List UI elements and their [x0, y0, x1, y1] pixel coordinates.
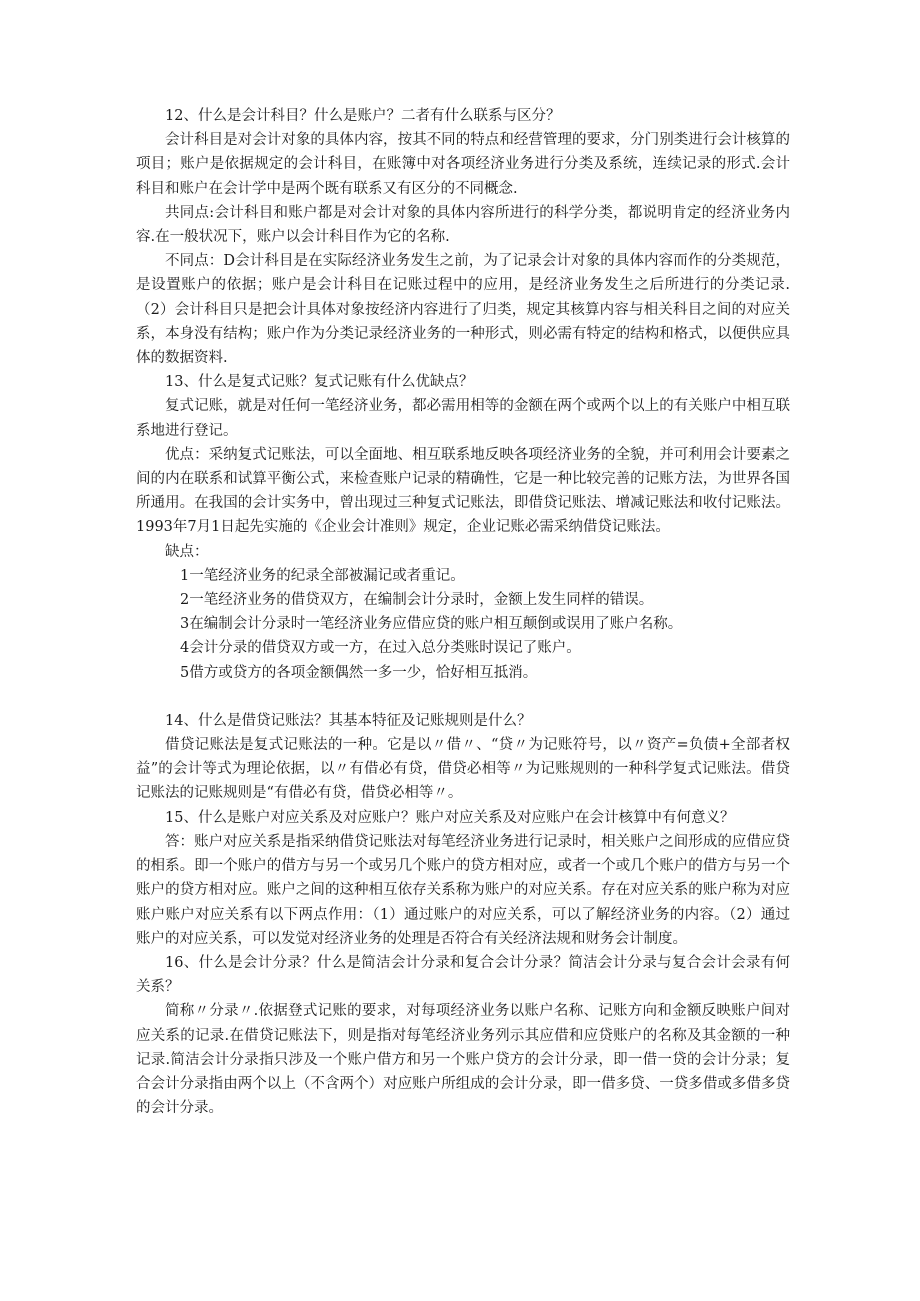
q13-definition-paragraph: 复式记账，就是对任何一笔经济业务，都必需用相等的金额在两个或两个以上的有关账户中相互联系地进行登记。: [136, 398, 790, 439]
q12-differences-paragraph: 不同点：D会计科目是在实际经济业务发生之前，为了记录会计对象的具体内容而作的分类规范，是设置账户的依据；账户是会计科目在记账过程中的应用，是经济业务发生之后所进行的分类记录.（2）会计科目只是把会计具体对象按经济内容进行了归类，规定其核算内容与相关科目之间的对应关系，本身没有结构；账户作为分类记录经济业务的一种形式，则必需有特定的结构和格式，以便供应具体的数据资料.: [136, 253, 790, 367]
question-15-heading: 15、什么是账户对应关系及对应账户？账户对应关系及对应账户在会计核算中有何意义？: [165, 809, 735, 826]
document-page: [136, 104, 790, 1120]
blank-line: [136, 685, 790, 709]
question-14-heading: 14、什么是借贷记账法？其基本特征及记账规则是什么？: [165, 712, 532, 729]
disadvantage-list-item: 4会计分录的借贷双方或一方，在过入总分类账时误记了账户。: [180, 640, 581, 657]
disadvantage-list-item: 5借方或贷方的各项金额偶然一多一少，恰好相互抵消。: [180, 664, 538, 681]
q15-answer-paragraph: 答：账户对应关系是指采纳借贷记账法对每笔经济业务进行记录时，相关账户之间形成的应借应贷的相系。即一个账户的借方与另一个或另几个账户的贷方相对应，或者一个或几个账户的借方与另一个账户的贷方相对应。账户之间的这种相互依存关系称为账户的对应关系。存在对应关系的账户称为对应账户账户对应关系有以下两点作用：（1）通过账户的对应关系，可以了解经济业务的内容。（2）通过账户的对应关系，可以发觉对经济业务的处理是否符合有关经济法规和财务会计制度。: [136, 833, 790, 947]
q12-definition-paragraph: 会计科目是对会计对象的具体内容，按其不同的特点和经营管理的要求，分门别类进行会计核算的项目；账户是依据规定的会计科目，在账簿中对各项经济业务进行分类及系统，连续记录的形式.会计科目和账户在会计学中是两个既有联系又有区分的不同概念.: [136, 132, 790, 197]
disadvantage-list-item: 3在编制会计分录时一笔经济业务应借应贷的账户相互颠倒或误用了账户名称。: [180, 616, 683, 633]
q16-answer-paragraph: 简称〃分录〃.依据登式记账的要求，对每项经济业务以账户名称、记账方向和金额反映账户间对应关系的记录.在借贷记账法下，则是指对每笔经济业务列示其应借和应贷账户的名称及其金额的一种记录.简洁会计分录指只涉及一个账户借方和另一个账户贷方的会计分录，即一借一贷的会计分录；复合会计分录指由两个以上（不含两个）对应账户所组成的会计分录，即一借多贷、一贷多借或多借多贷的会计分录。: [136, 1003, 790, 1117]
q13-disadvantages-label: 缺点：: [165, 543, 209, 560]
disadvantage-list-item: 2一笔经济业务的借贷双方，在编制会计分录时，金额上发生同样的错误。: [180, 592, 654, 609]
question-12-heading: 12、什么是会计科目？什么是账户？二者有什么联系与区分？: [165, 108, 561, 124]
question-16-heading: 16、什么是会计分录？什么是简洁会计分录和复合会计分录？简洁会计分录与复合会计会录有何关系？: [136, 954, 790, 996]
question-13-heading: 13、什么是复式记账？复式记账有什么优缺点？: [165, 374, 474, 391]
q13-advantages-paragraph: 优点：采纳复式记账法，可以全面地、相互联系地反映各项经济业务的全貌，并可利用会计要素之间的内在联系和试算平衡公式，来检查账户记录的精确性，它是一种比较完善的记账方法，为世界各国所通用。在我国的会计实务中，曾出现过三种复式记账法，即借贷记账法、增减记账法和收付记账法。1993年7月1日起先实施的《企业会计准则》规定，企业记账必需采纳借贷记账法。: [136, 446, 790, 536]
q12-similarities-paragraph: 共同点:会计科目和账户都是对会计对象的具体内容所进行的科学分类，都说明肯定的经济业务内容.在一般状况下，账户以会计科目作为它的名称.: [136, 204, 790, 246]
disadvantage-list-item: 1一笔经济业务的纪录全部被漏记或者重记。: [180, 567, 465, 584]
q14-answer-paragraph: 借贷记账法是复式记账法的一种。它是以〃借〃、“贷〃为记账符号，以〃资产=负债+全部者权益”的会计等式为理论依据，以〃有借必有贷，借贷必相等〃为记账规则的一种科学复式记账法。借贷记账法的记账规则是“有借必有贷，借贷必相等〃。: [136, 737, 790, 802]
